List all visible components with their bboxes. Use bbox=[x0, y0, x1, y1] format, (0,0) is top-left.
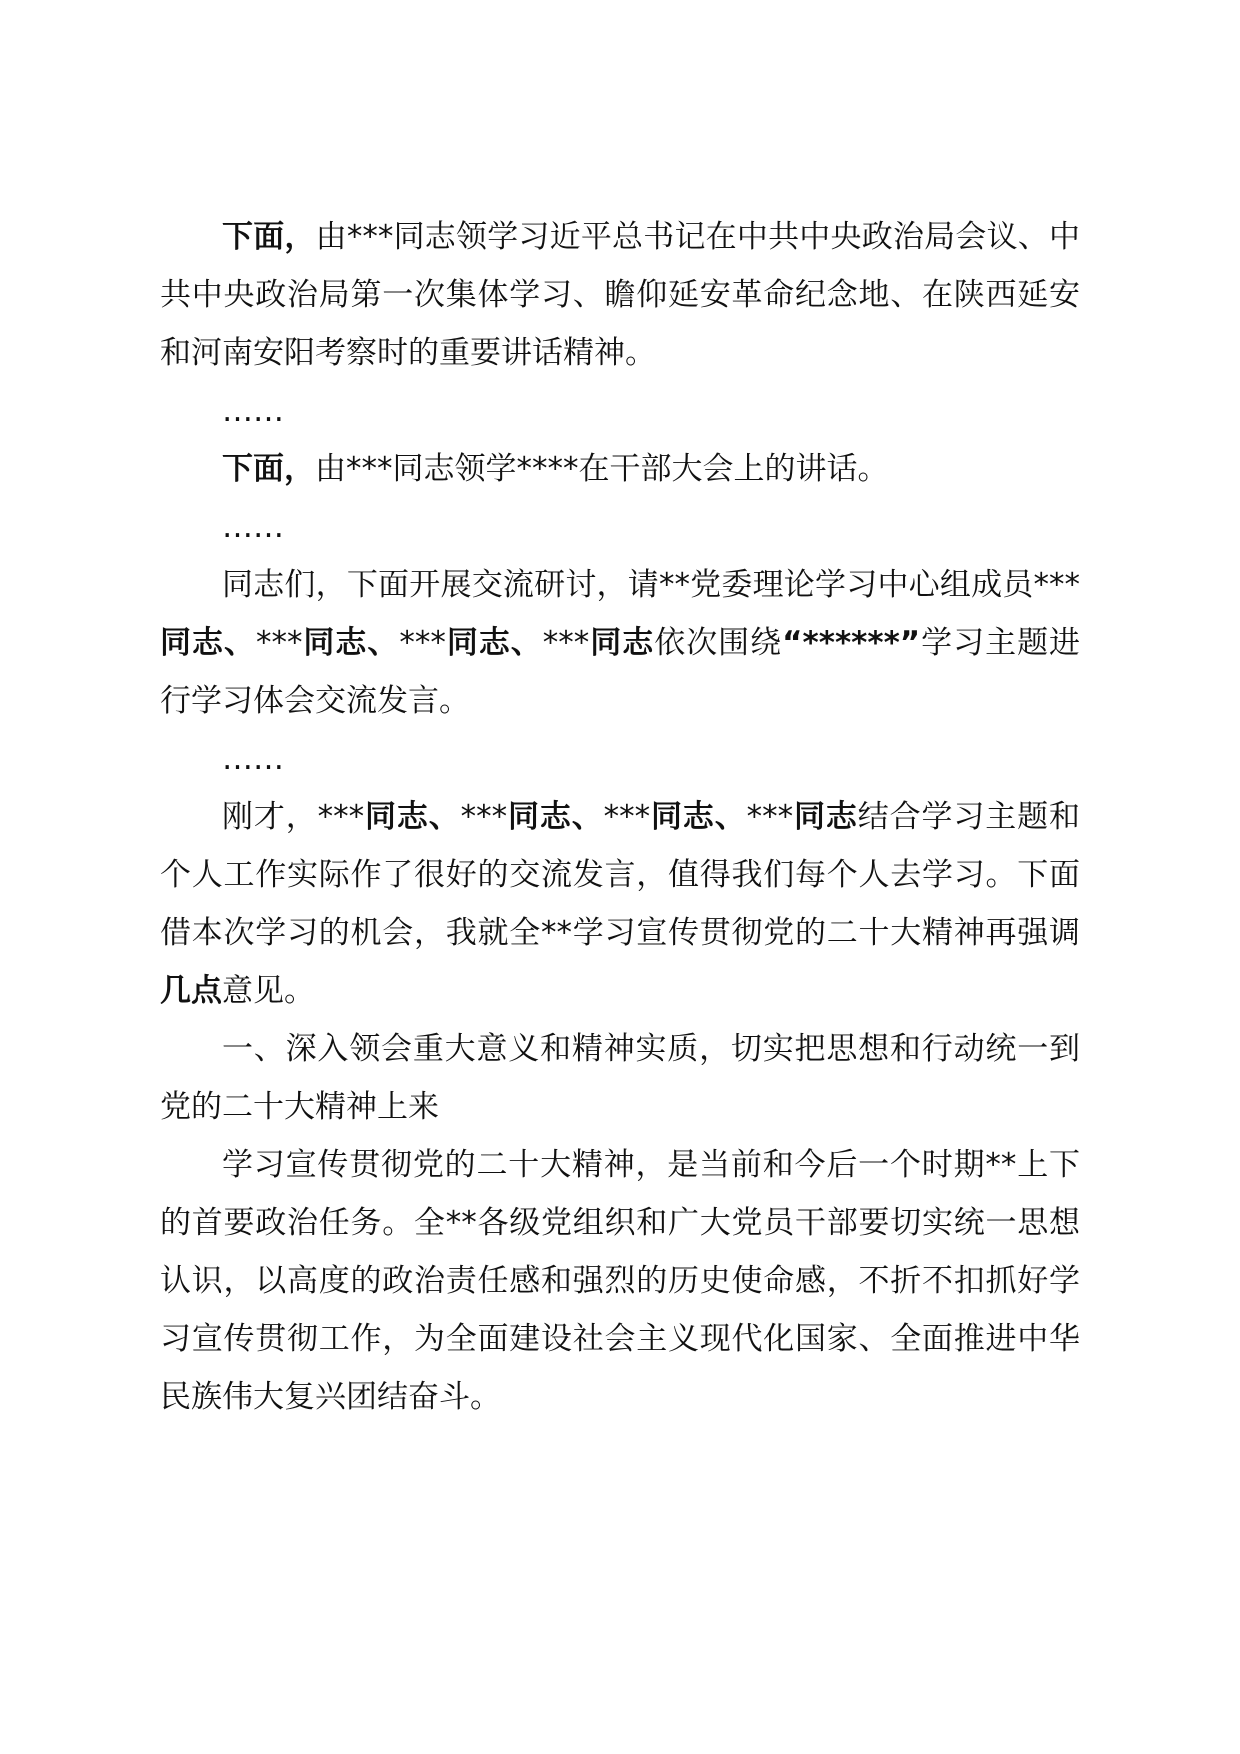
paragraph-text: 学习主题进行学习体会交流发言。 bbox=[160, 625, 1081, 719]
ellipsis-3: …… bbox=[222, 741, 284, 777]
name-placeholder: *** bbox=[399, 625, 446, 661]
comrade-label: 同志 bbox=[589, 625, 655, 661]
emphasis-text: 几点 bbox=[160, 973, 222, 1009]
paragraph-text: 由***同志领学习近平总书记在中共中央政治局会议、中共中央政治局第一次集体学习、瞻仰延安革命纪念地、在陕西延安和河南安阳考察时的重要讲话精神。 bbox=[160, 219, 1081, 371]
comrade-label: 同志、 bbox=[160, 625, 256, 661]
paragraph-discussion bbox=[160, 556, 1080, 730]
theme-quote: “******” bbox=[782, 625, 921, 661]
paragraph-text: 刚才， bbox=[222, 799, 318, 835]
comrade-label: 同志 bbox=[793, 799, 858, 835]
name-placeholder: *** bbox=[1033, 567, 1080, 603]
lead-text: 下面， bbox=[222, 451, 315, 487]
lead-text: 下面， bbox=[222, 219, 316, 255]
paragraph-text: 结合学习主题和个人工作实际作了很好的交流发言，值得我们每个人去学习。下面借本次学习的机会，我就全**学习宣传贯彻党的二十大精神再强调 bbox=[160, 799, 1080, 951]
paragraph-text: 依次围绕 bbox=[654, 625, 783, 661]
paragraph-text: 由***同志领学****在干部大会上的讲话。 bbox=[315, 451, 889, 487]
name-placeholder: *** bbox=[746, 799, 794, 835]
paragraph-text: 同志们，下面开展交流研讨，请**党委理论学习中心组成员 bbox=[222, 567, 1034, 603]
comrade-label: 同志、 bbox=[507, 799, 604, 835]
comrade-label: 同志、 bbox=[302, 625, 400, 661]
paragraph-study-leader-1 bbox=[160, 208, 1080, 382]
name-placeholder: *** bbox=[542, 625, 590, 661]
paragraph-summary bbox=[160, 788, 1080, 1020]
ellipsis-1: …… bbox=[222, 393, 284, 429]
name-placeholder: *** bbox=[317, 799, 365, 835]
section-heading-1: 一、深入领会重大意义和精神实质，切实把思想和行动统一到党的二十大精神上来 bbox=[160, 1031, 1080, 1125]
name-placeholder: *** bbox=[255, 625, 303, 661]
ellipsis-2: …… bbox=[222, 509, 284, 545]
paragraph-study-leader-2 bbox=[160, 440, 1080, 498]
comrade-label: 同志、 bbox=[445, 625, 543, 661]
paragraph-section-1-body: 学习宣传贯彻党的二十大精神，是当前和今后一个时期**上下的首要政治任务。全**各级党组织和广大党员干部要切实统一思想认识，以高度的政治责任感和强烈的历史使命感，不折不扣抓好学习宣传贯彻工作，为全面建设社会主义现代化国家、全面推进中华民族伟大复兴团结奋斗。 bbox=[160, 1147, 1080, 1415]
paragraph-text: 意见。 bbox=[222, 973, 315, 1009]
name-placeholder: *** bbox=[603, 799, 651, 835]
comrade-label: 同志、 bbox=[650, 799, 747, 835]
document-body bbox=[160, 208, 1080, 1426]
name-placeholder: *** bbox=[460, 799, 508, 835]
comrade-label: 同志、 bbox=[364, 799, 461, 835]
